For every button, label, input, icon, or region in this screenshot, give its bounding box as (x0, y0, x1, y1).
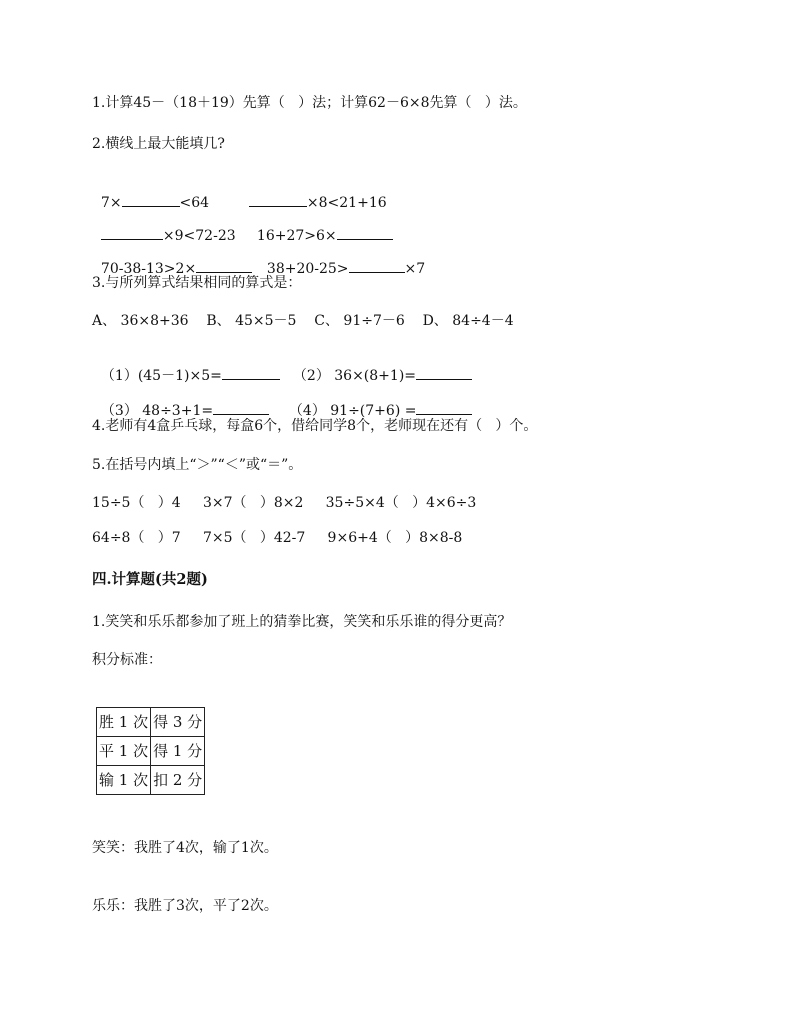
expr-suffix: ×8<21+16 (306, 195, 387, 211)
table-cell: 得 1 分 (151, 737, 205, 766)
calc-question-1: 1.笑笑和乐乐都参加了班上的猜拳比赛，笑笑和乐乐谁的得分更高？ (92, 614, 512, 630)
score-table (96, 707, 205, 795)
item-expr: （1）(45－1)×5= (100, 368, 222, 384)
question-3-item-3 (92, 380, 269, 421)
table-row (97, 766, 205, 795)
answer-blank[interactable] (213, 400, 269, 415)
expr-suffix: <64 (179, 195, 210, 211)
xiaoxiao-statement: 笑笑：我胜了4次，输了1次。 (92, 840, 278, 856)
question-3-item-4 (280, 380, 472, 421)
table-row (97, 737, 205, 766)
question-3-options: A、 36×8+36 B、 45×5－5 C、 91÷7－6 D、 84÷4－4 (92, 313, 514, 329)
expr-prefix: 38+20-25> (266, 261, 349, 277)
item-expr: （3） 48÷3+1= (100, 403, 214, 419)
expr-prefix: 7× (100, 195, 122, 211)
question-5-title: 5.在括号内填上“＞”“＜”或“＝”。 (92, 457, 303, 473)
answer-blank[interactable] (222, 365, 280, 380)
table-cell: 胜 1 次 (97, 708, 151, 737)
question-3-title: 3.与所列算式结果相同的算式是： (92, 275, 302, 291)
lele-statement: 乐乐：我胜了3次，平了2次。 (92, 898, 278, 914)
table-cell: 得 3 分 (151, 708, 205, 737)
answer-blank[interactable] (196, 258, 252, 273)
answer-blank[interactable] (349, 258, 405, 273)
expr-prefix: 16+27>6× (256, 228, 337, 244)
table-cell: 扣 2 分 (151, 766, 205, 795)
question-1: 1.计算45－（18＋19）先算（ ）法；计算62－6×8先算（ ）法。 (92, 95, 527, 111)
table-row (97, 708, 205, 737)
section-heading: 四.计算题(共2题) (92, 571, 208, 588)
expr-prefix: 70-38-13>2× (100, 261, 197, 277)
item-expr: （2） 36×(8+1)= (292, 368, 417, 384)
question-2-title: 2.横线上最大能填几? (92, 136, 225, 152)
table-cell: 输 1 次 (97, 766, 151, 795)
question-5-row-2: 64÷8（ ）7 7×5（ ）42-7 9×6+4（ ）8×8-8 (92, 530, 463, 546)
criteria-label: 积分标准： (92, 652, 162, 668)
table-cell: 平 1 次 (97, 737, 151, 766)
item-expr: （4） 91÷(7+6) = (288, 403, 417, 419)
answer-blank[interactable] (416, 365, 472, 380)
question-4: 4.老师有4盒乒乓球，每盒6个，借给同学8个，老师现在还有（ ）个。 (92, 418, 538, 434)
answer-blank[interactable] (416, 400, 472, 415)
expr-suffix: ×7 (404, 261, 426, 277)
expr-suffix: ×9<72-23 (162, 228, 236, 244)
question-5-row-1: 15÷5（ ）4 3×7（ ）8×2 35÷5×4（ ）4×6÷3 (92, 495, 477, 511)
